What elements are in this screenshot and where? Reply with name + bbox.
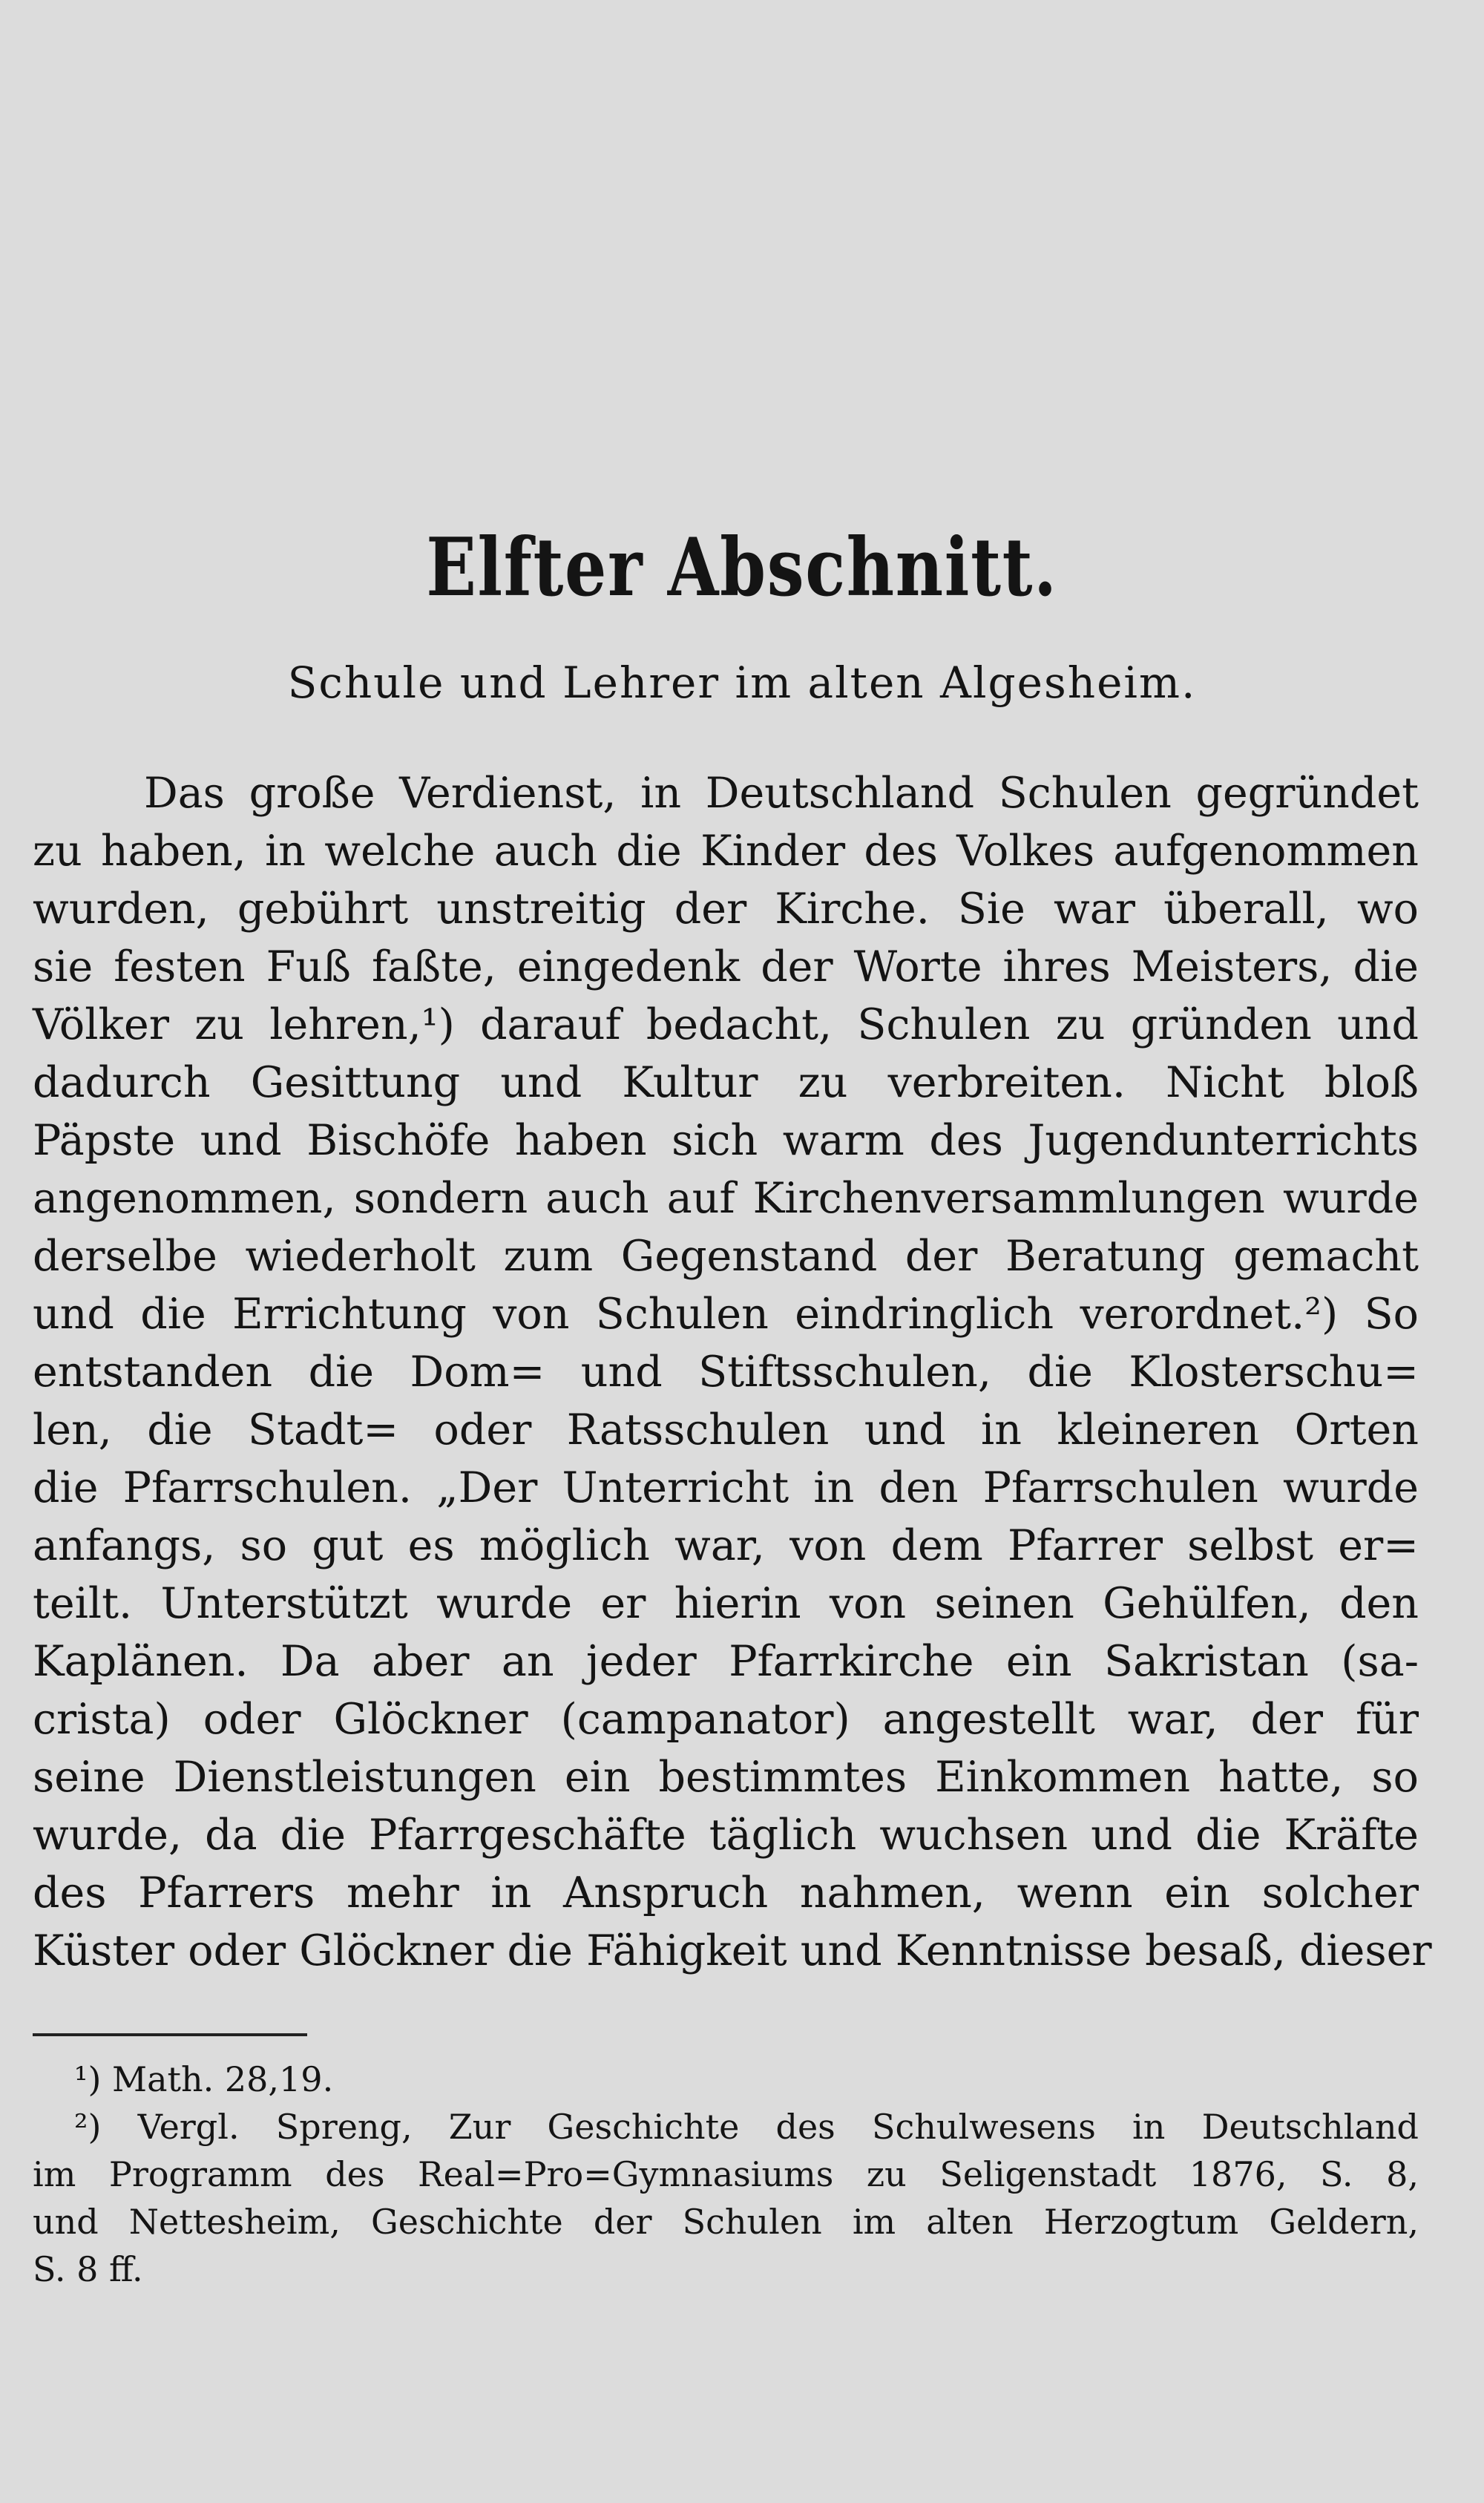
text-line: Völker zu lehren,¹) darauf bedacht, Schulen zu gründen und	[33, 1000, 1419, 1049]
text-line: wurde, da die Pfarrgeschäfte täglich wuchsen und die Kräfte	[33, 1811, 1419, 1860]
text-line: seine Dienstleistungen ein bestimmtes Einkommen hatte, so	[33, 1753, 1419, 1802]
text-line: dadurch Gesittung und Kultur zu verbreiten. Nicht bloß	[33, 1058, 1419, 1107]
body-text	[33, 764, 1432, 1980]
footnote-2-continued: und Nettesheim, Geschichte der Schulen im alten Herzogtum Geldern,	[33, 2202, 1419, 2242]
text-line: die Pfarrschulen. „Der Unterricht in den Pfarrschulen wurde	[33, 1463, 1419, 1512]
text-line: angenommen, sondern auch auf Kirchenversammlungen wurde	[33, 1174, 1419, 1223]
text-line: Kaplänen. Da aber an jeder Pfarrkirche ein Sakristan (sa-	[33, 1637, 1419, 1686]
text-line: sie festen Fuß faßte, eingedenk der Worte ihres Meisters, die	[33, 942, 1419, 991]
footnote-2-continued: im Programm des Real=Pro=Gymnasiums zu Seligenstadt 1876, S. 8,	[33, 2154, 1419, 2194]
text-line: Päpste und Bischöfe haben sich warm des Jugendunterrichts	[33, 1116, 1419, 1165]
chapter-subtitle: Schule und Lehrer im alten Algesheim.	[287, 657, 1197, 708]
footnotes	[33, 2056, 1419, 2293]
text-line: und die Errichtung von Schulen eindringlich verordnet.²) So	[33, 1290, 1419, 1339]
footnote-2: ²) Vergl. Spreng, Zur Geschichte des Schulwesens in Deutschland	[74, 2107, 1419, 2147]
text-line: crista) oder Glöckner (campanator) angestellt war, der für	[33, 1695, 1419, 1744]
text-line: Küster oder Glöckner die Fähigkeit und Kenntnisse besaß, dieser	[33, 1926, 1432, 1975]
footnote-1: ¹) Math. 28,19.	[74, 2059, 334, 2099]
text-line: derselbe wiederholt zum Gegenstand der Beratung gemacht	[33, 1232, 1419, 1281]
text-line: Das große Verdienst, in Deutschland Schulen gegründet	[144, 769, 1419, 818]
text-line: len, die Stadt= oder Ratsschulen und in kleineren Orten	[33, 1405, 1419, 1454]
text-line: des Pfarrers mehr in Anspruch nahmen, wenn ein solcher	[33, 1869, 1419, 1918]
text-line: wurden, gebührt unstreitig der Kirche. Sie war überall, wo	[33, 885, 1419, 934]
text-line: zu haben, in welche auch die Kinder des Volkes aufgenommen	[33, 827, 1419, 876]
text-line: anfangs, so gut es möglich war, von dem Pfarrer selbst er=	[33, 1521, 1419, 1570]
text-line: entstanden die Dom= und Stiftsschulen, die Klosterschu=	[33, 1348, 1419, 1397]
footnote-2-continued: S. 8 ff.	[33, 2249, 143, 2289]
text-line: teilt. Unterstützt wurde er hierin von seinen Gehülfen, den	[33, 1579, 1419, 1628]
chapter-title: Elfter Abschnitt.	[426, 521, 1058, 614]
footnote-divider	[33, 2033, 307, 2036]
